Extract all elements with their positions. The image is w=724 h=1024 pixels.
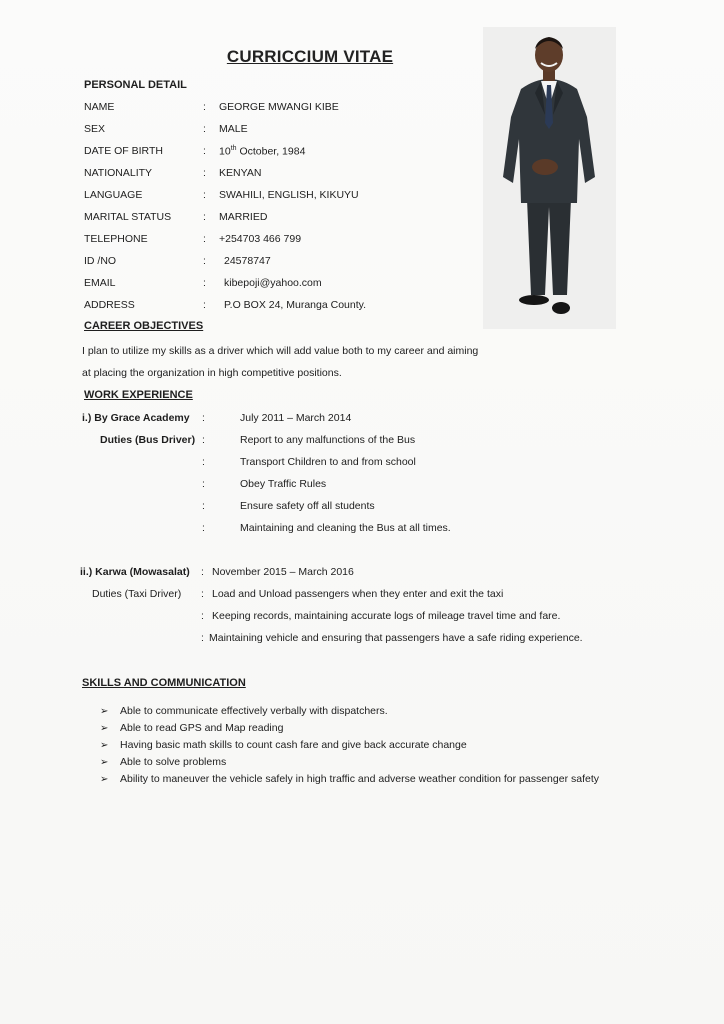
personal-detail-heading: PERSONAL DETAIL [84, 79, 187, 91]
skill-text: Able to read GPS and Map reading [120, 722, 284, 734]
detail-label: NAME [84, 101, 115, 113]
skill-item [100, 771, 620, 788]
arrow-bullet-icon: ➢ [100, 740, 109, 751]
skill-item [100, 720, 620, 737]
duty-colon: : [201, 610, 204, 622]
job1-duty: Transport Children to and from school [240, 456, 416, 468]
skill-text: Able to solve problems [120, 756, 227, 768]
job2-duty: Maintaining vehicle and ensuring that passengers have a safe riding experience. [209, 632, 583, 644]
detail-value: MALE [219, 123, 248, 135]
detail-value: KENYAN [219, 167, 262, 179]
profile-photo [483, 27, 616, 329]
dob-day: 10 [219, 145, 231, 158]
job2-colon: : [201, 566, 204, 578]
duty-colon: : [202, 456, 205, 468]
job1-duties-label: Duties (Bus Driver) [100, 434, 196, 446]
skills-list [100, 703, 620, 788]
detail-colon: : [203, 255, 206, 267]
arrow-bullet-icon: ➢ [100, 774, 109, 785]
detail-value: P.O BOX 24, Muranga County. [224, 299, 367, 311]
dob-suffix: th [230, 145, 237, 152]
detail-value: SWAHILI, ENGLISH, KIKUYU [219, 189, 359, 201]
skill-text: Ability to maneuver the vehicle safely in high traffic and adverse weather condition for passenger safety [120, 773, 599, 785]
detail-colon: : [203, 145, 206, 157]
skill-text: Having basic math skills to count cash fare and give back accurate change [120, 739, 467, 751]
detail-colon: : [203, 233, 206, 245]
career-objectives-heading: CAREER OBJECTIVES [84, 320, 204, 332]
job2-duty: Load and Unload passengers when they enter and exit the taxi [212, 588, 504, 600]
job2-duties-label: Duties (Taxi Driver) [92, 588, 182, 600]
detail-value: 24578747 [224, 255, 271, 267]
detail-value [219, 145, 305, 158]
detail-colon: : [203, 277, 206, 289]
skill-item [100, 737, 620, 754]
work-experience-heading: WORK EXPERIENCE [84, 389, 193, 401]
duty-colon: : [202, 478, 205, 490]
detail-label: SEX [84, 123, 106, 135]
job1-duty: Report to any malfunctions of the Bus [240, 434, 416, 446]
detail-label: MARITAL STATUS [84, 211, 172, 223]
document-title: CURRICCIUM VITAE [226, 47, 394, 66]
job1-colon: : [202, 412, 205, 424]
job1-duty: Ensure safety off all students [240, 500, 375, 512]
detail-label: LANGUAGE [84, 189, 143, 201]
arrow-bullet-icon: ➢ [100, 723, 109, 734]
job2-employer: ii.) Karwa (Mowasalat) [80, 566, 190, 578]
detail-value: kibepoji@yahoo.com [224, 277, 322, 289]
job2-period: November 2015 – March 2016 [212, 566, 354, 578]
job1-employer: i.) By Grace Academy [82, 412, 190, 424]
detail-label: NATIONALITY [84, 167, 153, 179]
skill-item [100, 754, 620, 771]
duty-colon: : [201, 632, 204, 644]
detail-value: MARRIED [219, 211, 268, 223]
duty-colon: : [202, 522, 205, 534]
detail-label: ADDRESS [84, 299, 135, 311]
skill-item [100, 703, 620, 720]
duty-colon: : [202, 434, 205, 446]
dob-month-year: October, 1984 [236, 145, 306, 158]
arrow-bullet-icon: ➢ [100, 757, 109, 768]
detail-colon: : [203, 299, 206, 311]
detail-colon: : [203, 211, 206, 223]
detail-label: ID /NO [84, 255, 117, 267]
detail-label: DATE OF BIRTH [84, 145, 163, 157]
job2-duty: Keeping records, maintaining accurate logs of mileage travel time and fare. [212, 610, 561, 622]
detail-value: GEORGE MWANGI KIBE [219, 101, 339, 113]
duty-colon: : [202, 500, 205, 512]
arrow-bullet-icon: ➢ [100, 706, 109, 717]
detail-colon: : [203, 101, 206, 113]
detail-colon: : [203, 189, 206, 201]
detail-colon: : [203, 123, 206, 135]
skill-text: Able to communicate effectively verbally with dispatchers. [120, 705, 388, 717]
career-objective-line-1: I plan to utilize my skills as a driver which will add value both to my career and aiming [82, 345, 479, 357]
job1-period: July 2011 – March 2014 [240, 412, 352, 424]
detail-label: EMAIL [84, 277, 116, 289]
detail-label: TELEPHONE [84, 233, 148, 245]
detail-colon: : [203, 167, 206, 179]
skills-heading: SKILLS AND COMMUNICATION [82, 677, 246, 689]
job1-duty: Maintaining and cleaning the Bus at all times. [240, 522, 451, 534]
job1-duty: Obey Traffic Rules [240, 478, 327, 490]
detail-value: +254703 466 799 [219, 233, 302, 245]
career-objective-line-2: at placing the organization in high competitive positions. [82, 367, 342, 379]
duty-colon: : [201, 588, 204, 600]
person-portrait-image [483, 27, 616, 329]
